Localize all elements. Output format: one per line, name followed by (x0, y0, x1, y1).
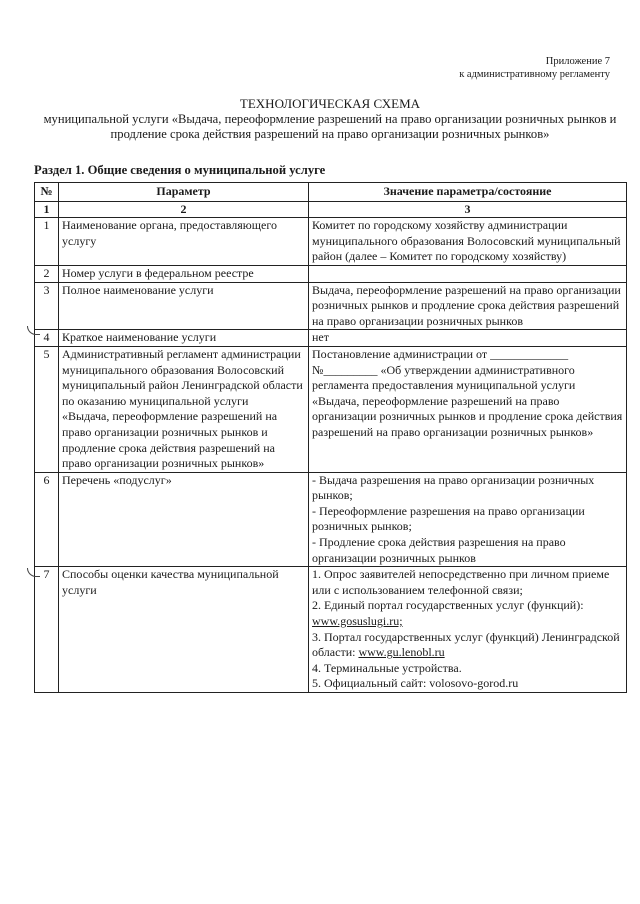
document-subtitle: муниципальной услуги «Выдача, переоформление разрешений на право организации розничных рынков и продление срока действия разрешений на право организации розничных рынков» (43, 111, 617, 141)
row-parameter: Перечень «подуслуг» (59, 472, 309, 567)
margin-pen-mark (27, 568, 40, 577)
column-number-3: 3 (309, 201, 627, 218)
row-number: 1 (35, 218, 59, 266)
row-number: 2 (35, 265, 59, 282)
table-row (35, 567, 627, 693)
table-header-row (35, 183, 627, 202)
row-number: 6 (35, 472, 59, 567)
terminals-text: 4. Терминальные устройства. (312, 660, 462, 675)
quality-survey-text: 1. Опрос заявителей непосредственно при личном приеме или с использованием телефонной связи; (312, 567, 610, 597)
row-parameter: Наименование органа, предоставляющего услугу (59, 218, 309, 266)
lenobl-link[interactable]: www.gu.lenobl.ru (358, 645, 445, 660)
column-number-1: 1 (35, 201, 59, 218)
header-value: Значение параметра/состояние (309, 183, 627, 202)
table-row (35, 472, 627, 567)
row-number: 4 (35, 330, 59, 347)
table-row (35, 282, 627, 330)
row-value: - Выдача разрешения на право организации розничных рынков; - Переоформление разрешения на право организации розничных рынков; - Продление срока действия разрешения на право организации розничных рынков (309, 472, 627, 567)
row-parameter: Способы оценки качества муниципальной услуги (59, 567, 309, 693)
document-heading (40, 96, 620, 143)
table-row (35, 346, 627, 472)
margin-pen-mark (27, 326, 40, 335)
row-value (309, 567, 627, 693)
row-number: 5 (35, 346, 59, 472)
header-number: № (35, 183, 59, 202)
table-row (35, 218, 627, 266)
section-title: Раздел 1. Общие сведения о муниципальной услуге (34, 163, 326, 177)
row-value (309, 265, 627, 282)
row-value: Выдача, переоформление разрешений на право организации розничных рынков и продление срока действия разрешений на право организации розничных рынков (309, 282, 627, 330)
row-number: 7 (35, 567, 59, 693)
row-parameter: Административный регламент администрации муниципального образования Волосовский муниципальный район Ленинградской области по оказанию муниципальной услуги «Выдача, переоформление разрешений на право организации розничных рынков и продление срока действия разрешений на право организации розничных рынков» (59, 346, 309, 472)
column-number-row (35, 201, 627, 218)
header-parameter: Параметр (59, 183, 309, 202)
general-info-table (34, 182, 627, 693)
gosuslugi-link[interactable]: www.gosuslugi.ru; (312, 614, 403, 629)
annex-number: Приложение 7 (545, 56, 610, 67)
row-parameter: Полное наименование услуги (59, 282, 309, 330)
row-parameter: Краткое наименование услуги (59, 330, 309, 347)
table-row (35, 265, 627, 282)
annex-note (459, 55, 610, 81)
row-number: 3 (35, 282, 59, 330)
row-value: Постановление администрации от _____________ №_________ «Об утверждении административного регламента предоставления муниципальной услуги «Выдача, переоформление разрешений на право организации розничных рынков и продление срока действия разрешений на право организации розничных рынков» (309, 346, 627, 472)
table-row (35, 330, 627, 347)
row-value: нет (309, 330, 627, 347)
document-title: ТЕХНОЛОГИЧЕСКАЯ СХЕМА (239, 96, 421, 111)
regional-portal-text: 3. Портал государственных услуг (функций) Ленинградской области: (312, 629, 620, 660)
official-site-text: 5. Официальный сайт: volosovo-gorod.ru (312, 676, 519, 691)
annex-reference: к административному регламенту (459, 69, 610, 80)
row-parameter: Номер услуги в федеральном реестре (59, 265, 309, 282)
row-value: Комитет по городскому хозяйству администрации муниципального образования Волосовский муниципальный район (далее – Комитет по городскому хозяйству) (309, 218, 627, 266)
federal-portal-text: 2. Единый портал государственных услуг (функций): (312, 598, 584, 613)
column-number-2: 2 (59, 201, 309, 218)
